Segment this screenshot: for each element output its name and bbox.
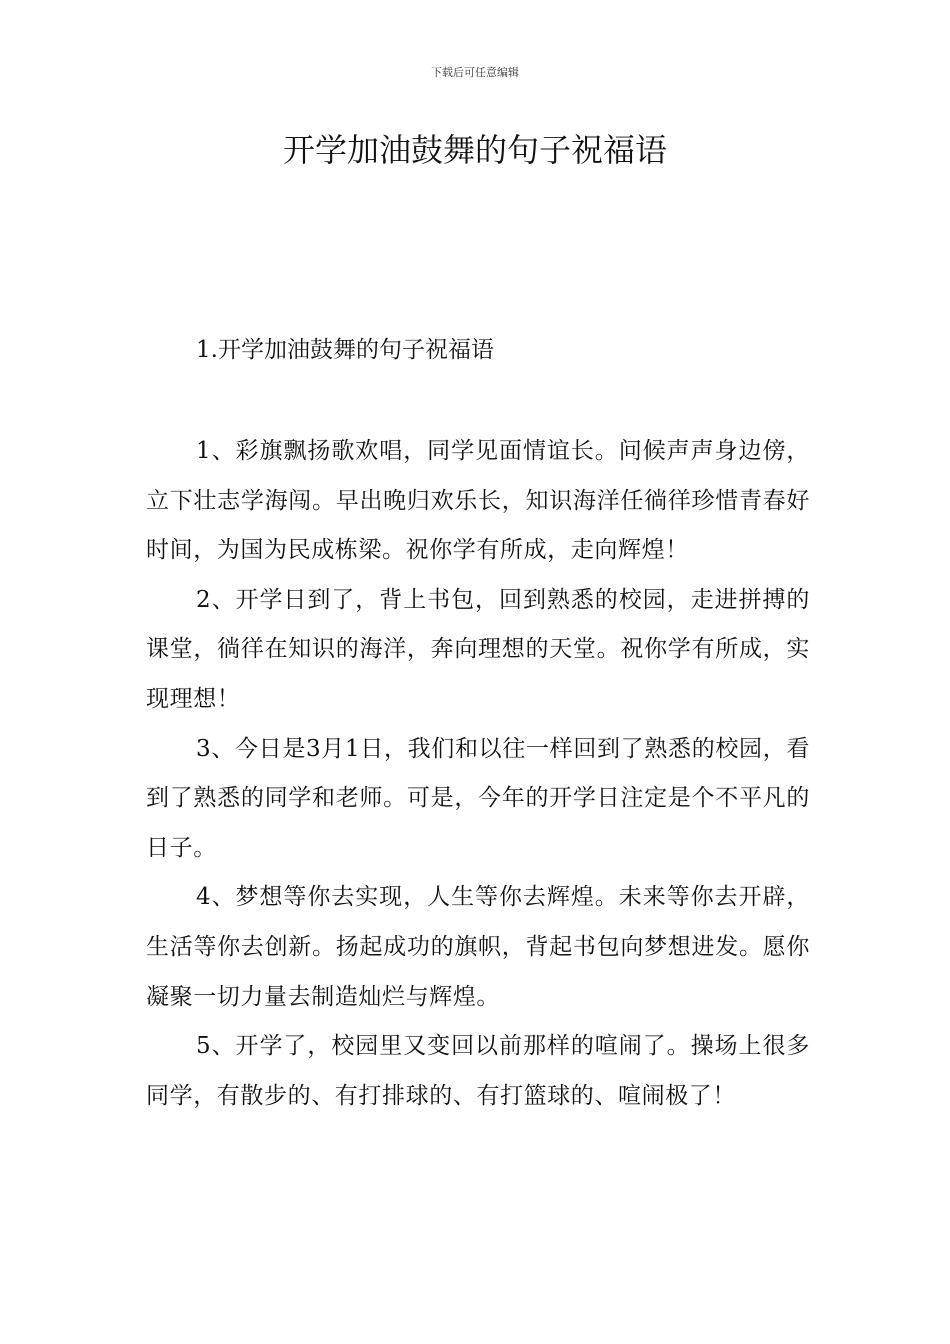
paragraph-4: 4、梦想等你去实现，人生等你去辉煌。未来等你去开辟，生活等你去创新。扬起成功的旗帜，背起书包向梦想进发。愿你凝聚一切力量去制造灿烂与辉煌。 (146, 884, 810, 1010)
header-note: 下载后可任意编辑 (431, 66, 519, 79)
document-title: 开学加油鼓舞的句子祝福语 (282, 131, 667, 169)
paragraph-2: 2、开学日到了，背上书包，回到熟悉的校园，走进拼搏的课堂，徜徉在知识的海洋，奔向理想的天堂。祝你学有所成，实现理想！ (146, 586, 810, 712)
paragraph-5: 5、开学了，校园里又变回以前那样的喧闹了。操场上很多同学，有散步的、有打排球的、有打篮球的、喧闹极了！ (146, 1033, 810, 1109)
document-body (146, 427, 810, 1121)
paragraph-3: 3、今日是3月1日，我们和以往一样回到了熟悉的校园，看到了熟悉的同学和老师。可是，今年的开学日注定是个不平凡的日子。 (146, 735, 810, 861)
section-heading: 1.开学加油鼓舞的句子祝福语 (196, 337, 494, 363)
paragraph-1: 1、彩旗飘扬歌欢唱，同学见面情谊长。问候声声身边傍，立下壮志学海闯。早出晚归欢乐长，知识海洋任徜徉珍惜青春好时间，为国为民成栋梁。祝你学有所成，走向辉煌！ (146, 438, 810, 564)
